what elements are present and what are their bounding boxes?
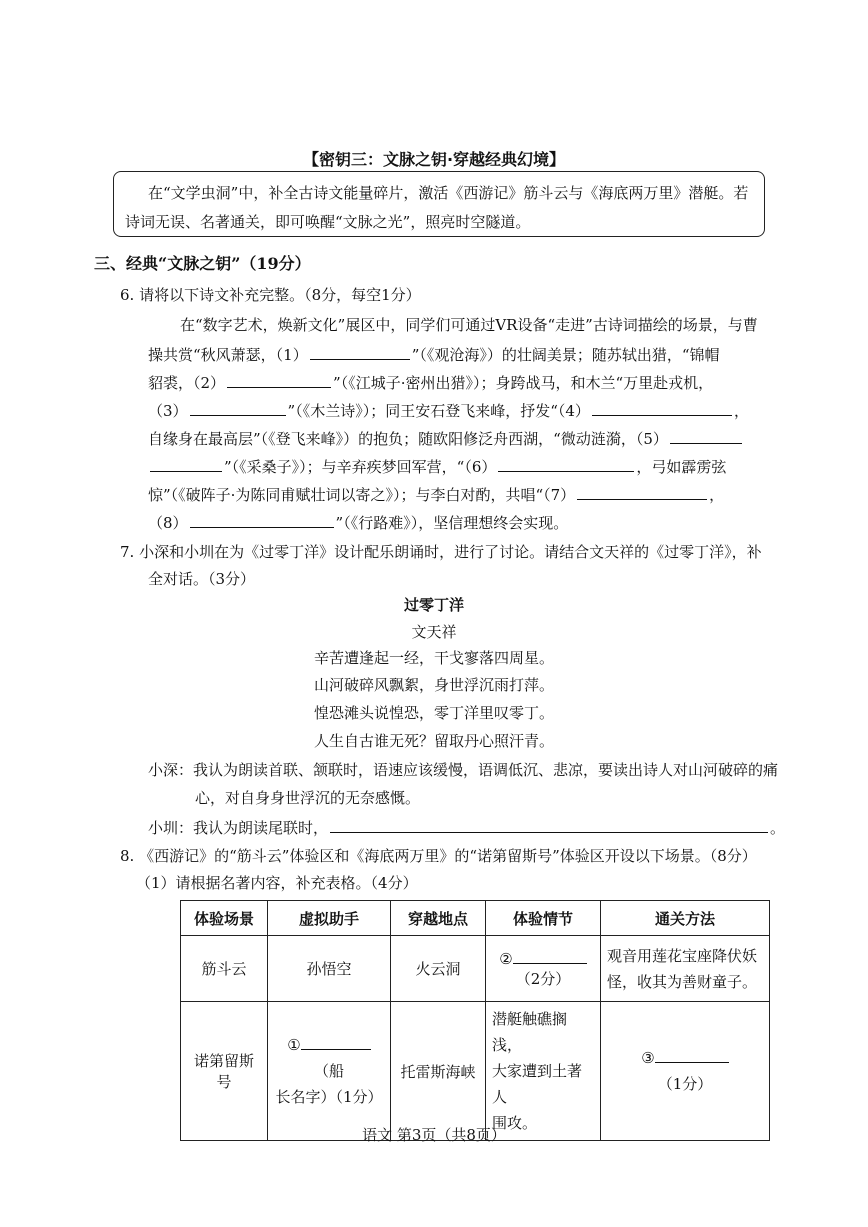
circled-mark: ② <box>499 949 513 968</box>
cell-place: 火云洞 <box>391 936 486 1002</box>
poem-line: 山河破碎风飘絮，身世浮沉雨打萍。 <box>313 676 554 694</box>
table-header: 体验场景 <box>181 901 268 936</box>
captain-blank[interactable] <box>301 1035 371 1050</box>
intro-line-2: 诗词无误、名著通关，即可唤醒“文脉之光”，照亮时空隧道。 <box>125 213 531 231</box>
plot-line: 大家遭到土著人 <box>492 1062 583 1106</box>
q6-line-7 <box>148 483 724 505</box>
q7-prompt-2: 全对话。（3分） <box>148 570 256 588</box>
assistant-tail: （船 <box>313 1062 344 1080</box>
table-row <box>181 1002 770 1141</box>
q6-line-2 <box>148 343 720 365</box>
q6-text: 貂裘，（2） <box>148 374 226 392</box>
q6-text: ， <box>733 402 749 420</box>
blank-7[interactable] <box>577 483 707 500</box>
cell-method <box>601 1002 770 1141</box>
xiaoshen-line-2: 心，对自身身世浮沉的无奈感慨。 <box>195 789 421 807</box>
q6-text: ，弓如霹雳弦 <box>636 458 727 476</box>
plot-line: 围攻。 <box>492 1114 538 1132</box>
blank-8[interactable] <box>190 511 334 528</box>
q6-text: ”（《采桑子》）；与辛弃疾梦回军营，“（6） <box>224 458 497 476</box>
cell-place: 托雷斯海峡 <box>391 1002 486 1141</box>
q6-text: （8） <box>148 514 188 532</box>
cell-plot <box>486 936 601 1002</box>
section-heading: 三、经典“文脉之钥”（19分） <box>94 254 311 273</box>
q6-text: 操共赏“秋风萧瑟，（1） <box>148 346 308 364</box>
poem-line: 惶恐滩头说惶恐，零丁洋里叹零丁。 <box>313 704 554 722</box>
section-key-title: 【密钥三：文脉之钥·穿越经典幻境】 <box>302 150 566 169</box>
method-line: 怪，收其为善财童子。 <box>607 972 758 991</box>
poem-line: 人生自古谁无死？留取丹心照汗青。 <box>313 732 554 750</box>
assistant-note: 长名字）（1分） <box>275 1088 383 1106</box>
q6-text: ”（《木兰诗》）；同王安石登飞来峰，抒发“（4） <box>287 402 590 420</box>
cell-assistant: 孙悟空 <box>268 936 391 1002</box>
q8-sub1: （1）请根据名著内容，补充表格。（4分） <box>136 874 418 892</box>
q6-text: ， <box>709 486 725 504</box>
xiaozhen-text: 小圳：我认为朗读尾联时， <box>148 819 329 837</box>
plot-line: 潜艇触礁搁浅， <box>492 1010 568 1054</box>
q6-prompt: 6. 请将以下诗文补充完整。（8分，每空1分） <box>120 286 421 304</box>
q6-line-4 <box>148 399 749 421</box>
q6-text: ”（《观沧海》）的壮阔美景；随苏轼出猎，“锦帽 <box>411 346 720 364</box>
cell-scene: 诺第留斯号 <box>181 1002 268 1141</box>
q6-line-5 <box>148 427 744 449</box>
xiaozhen-line <box>148 816 785 838</box>
xiaoshen-line-1: 小深：我认为朗读首联、颔联时，语速应该缓慢，语调低沉、悲凉，要读出诗人对山河破碎的痛 <box>148 761 779 779</box>
novel-table <box>180 900 770 1141</box>
q6-line-8 <box>148 511 568 533</box>
q6-text: ”（《行路难》），坚信理想终会实现。 <box>335 514 569 532</box>
q6-line-1: 在“数字艺术，焕新文化”展区中，同学们可通过VR设备“走进”古诗词描绘的场景，与曹 <box>180 316 758 334</box>
q6-line-6 <box>148 455 726 477</box>
poem-author: 文天祥 <box>411 623 457 641</box>
intro-line-1: 在“文学虫洞”中，补全古诗文能量碎片，激活《西游记》筋斗云与《海底两万里》潜艇。若 <box>148 184 749 202</box>
q7-prompt-1: 7. 小深和小圳在为《过零丁洋》设计配乐朗诵时，进行了讨论。请结合文天祥的《过零丁洋》，补 <box>120 543 762 561</box>
q8-prompt: 8. 《西游记》的“筋斗云”体验区和《海底两万里》的“诺第留斯号”体验区开设以下场景。（8分） <box>120 847 757 865</box>
cell-plot <box>486 1002 601 1141</box>
q6-text: 自缘身在最高层”（《登飞来峰》）的抱负；随欧阳修泛舟西湖，“微动涟漪，（5） <box>148 430 668 448</box>
table-row <box>181 936 770 1002</box>
circled-mark: ① <box>287 1036 301 1054</box>
blank-4[interactable] <box>592 399 732 416</box>
q6-line-3 <box>148 371 713 393</box>
blank-5[interactable] <box>670 427 742 444</box>
xiaozhen-end: 。 <box>770 819 786 837</box>
blank-3[interactable] <box>190 399 286 416</box>
q6-text: ”（《江城子·密州出猎》）；身跨战马，和木兰“万里赴戎机， <box>333 374 714 392</box>
cell-scene: 筋斗云 <box>181 936 268 1002</box>
blank-6[interactable] <box>498 455 634 472</box>
method-line: 观音用莲花宝座降伏妖 <box>607 946 758 965</box>
plot-blank[interactable] <box>513 949 587 964</box>
q6-text: 惊”（《破阵子·为陈同甫赋壮词以寄之》）；与李白对酌，共唱“（7） <box>148 486 576 504</box>
method-blank[interactable] <box>655 1048 729 1063</box>
poem-line: 辛苦遭逢起一经，干戈寥落四周星。 <box>313 649 554 667</box>
cell-assistant <box>268 1002 391 1141</box>
score-note: （1分） <box>657 1075 713 1093</box>
table-header: 虚拟助手 <box>268 901 391 936</box>
blank-2[interactable] <box>227 371 331 388</box>
poem-title: 过零丁洋 <box>403 596 464 614</box>
score-note: （2分） <box>515 969 571 988</box>
table-header: 体验情节 <box>486 901 601 936</box>
q6-text: （3） <box>148 402 188 420</box>
circled-mark: ③ <box>641 1049 655 1067</box>
table-header-row <box>181 901 770 936</box>
blank-1[interactable] <box>310 343 410 360</box>
table-header: 穿越地点 <box>391 901 486 936</box>
cell-method <box>601 936 770 1002</box>
q7-answer-blank[interactable] <box>330 816 768 833</box>
table-header: 通关方法 <box>601 901 770 936</box>
page-footer: 语文 第3页（共8页） <box>362 1126 506 1144</box>
blank-5-cont[interactable] <box>150 455 222 472</box>
